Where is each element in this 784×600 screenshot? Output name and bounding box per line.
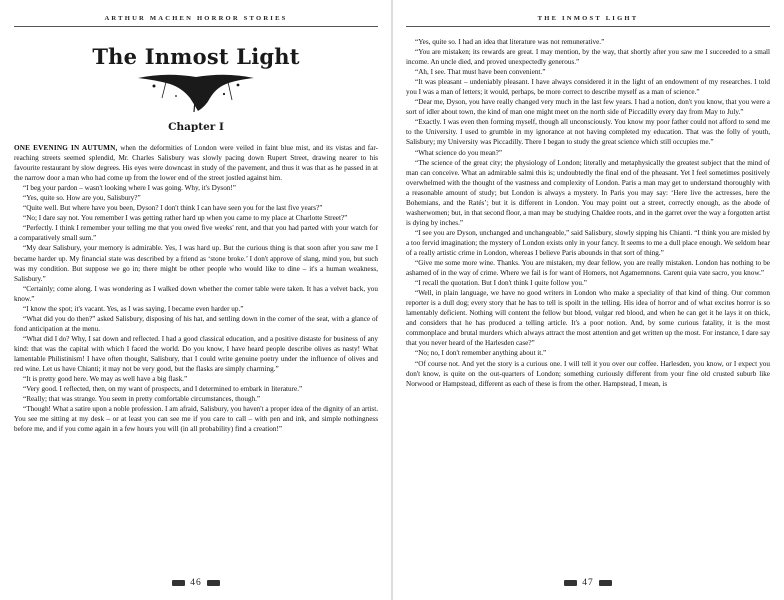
paragraph: “What did you do then?” asked Salisbury, disposing of his hat, and settling down in the corner of the seat, with a glance of fond anticipation at the menu. (14, 314, 378, 333)
running-head: THE INMOST LIGHT (537, 15, 639, 22)
paragraph: “I know the spot; it's vacant. Yes, as I was saying, I became even harder up.” (23, 304, 244, 313)
paragraph: “Certainly; come along. I was wondering as I walked down whether the corner table were taken. It has a velvet back, you know.” (14, 284, 378, 303)
right-body-text (406, 37, 770, 389)
opening-caps: ONE EVENING IN AUTUMN, (14, 144, 118, 152)
paragraph: “Exactly. I was even then forming myself, though all unconsciously. You know my poor father could not afford to send me to the University. I used to grumble in my ignorance at not having completed my education. That was the folly of youth, Salisbury; my University was Piccadilly. There I began to study the great science which still occupies me.” (406, 118, 770, 147)
paragraph: “Yes, quite so. I had an idea that literature was not remunerative.” (415, 38, 605, 46)
header-rule (406, 26, 770, 27)
paragraph: “It is pretty good here. We may as well have a big flask.” (23, 375, 188, 384)
paragraph: “No; I dare say not. You remember I was getting rather hard up when you came to my place at Charlotte Street?” (23, 214, 348, 223)
paragraph: “The science of the great city; the physiology of London; literally and metaphysically the greatest subject that the mind of man can conceive. What an admirable salmi this is; undoubtedly the final end of the pheasant. Yet I feel sometimes positively overwhelmed with the thought of the vastness and complexity of London. Paris a man may get to understand thoroughly with a reasonable amount of study; but London is always a mystery. In Paris you may say: ‘Here live the actresses, here the Bohemians, and the Ratés’; but it is different in London. You may point out a street, correctly enough, as the abode of washerwomen; but, in that second floor, a man may be studying Chaldee roots, and in the garret over the way a forgotten artist is dying by inches.” (406, 158, 770, 227)
paragraph: “Really; that was strange. You seem in pretty comfortable circumstances, though.” (23, 395, 261, 404)
paragraph: “It was pleasant – undeniably pleasant. I have always considered it in the light of an endowment of my researches. I told you I was a man of letters; it would, perhaps, be more correct to describe myself as a man of science.” (406, 78, 770, 97)
paragraph: “Yes, quite so. How are you, Salisbury?” (23, 194, 141, 203)
paragraph: “Perfectly. I think I remember your telling me that you owed five weeks' rent, and that you had parted with your watch for a comparatively small sum.” (14, 224, 378, 243)
paragraph: “You are mistaken; its rewards are great. I may mention, by the way, that shortly after you saw me I succeeded to a small income. An uncle died, and proved unexpectedly generous.” (406, 48, 770, 67)
folio-ornament-icon (207, 580, 220, 586)
page-number: 46 (0, 578, 392, 588)
paragraph: “My dear Salisbury, your memory is admirable. Yes, I was hard up. But the curious thing is that soon after you saw me I became harder up. My financial state was described by a friend as ‘stone broke.’ I don't approve of slang, mind you, but such was my condition. But suppose we go in; there might be other people who would like to dine – it's a human weakness, Salisbury.” (14, 244, 378, 283)
paragraph: “What did I do? Why, I sat down and reflected. I had a good classical education, and a positive distaste for business of any kind: that was the capital with which I faced the world. Do you know, I have heard people describe olives as nasty! What lamentable Philistinism! I have often thought, Salisbury, that I could write genuine poetry under the influence of olives and red wine. Let us have Chianti; it may not be very good, but the flasks are simply charming.” (14, 334, 378, 374)
paragraph: “Very good. I reflected, then, on my want of prospects, and I determined to embark in literature.” (23, 385, 303, 394)
folio-ornament-icon (599, 580, 612, 586)
paragraph: “Well, in plain language, we have no good writers in London who make a speciality of that kind of thing. Our common reporter is a dull dog; every story that he has to tell is spoilt in the telling. His idea of horror and of what excites horror is so lamentably deficient. Nothing will content the fellow but blood, vulgar red blood, and when he can get it he lays it on thick, and considers that he has produced a telling article. It's a poor notion. And, by some curious fatality, it is the most commonplace and brutal murders which always attract the most attention and get written up the most. For instance, I dare say that you never heard of the Harlesden case?” (406, 289, 770, 348)
header-rule (14, 26, 378, 27)
paragraph: “Dear me, Dyson, you have really changed very much in the last few years. I had a notion, don't you know, that you were a sort of idler about town, the kind of man one might meet on the north side of Piccadilly every day from May to July.” (406, 98, 770, 117)
paragraph: “What science do you mean?” (415, 148, 503, 157)
paragraph: “I see you are Dyson, unchanged and unchangeable,” said Salisbury, slowly sipping his Chianti. “I think you are misled by a too fervid imagination; the mystery of London exists only in your fancy. It seems to me a dull place enough. We seldom hear of a really artistic crime in London, whereas I believe Paris abounds in that sort of thing.” (406, 228, 770, 257)
paragraph: “Give me some more wine. Thanks. You are mistaken, my dear fellow, you are really mistaken. London has nothing to be ashamed of in the way of crime. Where we fail is for want of Homers, not Agamemnons. Carent quia vate sacro, you know.” (406, 259, 770, 278)
chapter-heading: Chapter I (168, 121, 224, 133)
paragraph: “Of course not. And yet the story is a curious one. I will tell it you over our coffee. Harlesden, you know, or I expect you don't know, is quite on the out-quarters of London; something curiously different from your fine old crusted suburb like Norwood or Hampstead, different as each of these is from the other. Hampstead, I mean, is (406, 359, 770, 388)
page-number: 47 (392, 578, 784, 588)
paragraph: “No; no, I don't remember anything about it.” (415, 349, 547, 358)
right-page (392, 0, 784, 600)
paragraph: “Though! What a satire upon a noble profession. I am afraid, Salisbury, you haven't a proper idea of the dignity of an artist. You see me sitting at my desk – or at least you can see me if you care to call – with pen and ink, and simple nothingness before me, and if you come again in a few hours you will (in all probability) find a creation!” (14, 405, 378, 434)
left-body-text (14, 143, 378, 434)
running-head: ARTHUR MACHEN HORROR STORIES (104, 15, 288, 22)
story-title: The Inmost Light (92, 44, 300, 69)
paragraph: “Quite well. But where have you been, Dyson? I don't think I can have seen you for the last five years?” (23, 204, 323, 213)
paragraph: “I recall the quotation. But I don't think I quite follow you.” (415, 279, 587, 288)
ink-splash-ornament (136, 68, 256, 112)
paragraph: “Ah, I see. That must have been convenient.” (415, 68, 546, 77)
folio-ornament-icon (172, 580, 185, 586)
paragraph: “I beg your pardon – wasn't looking where I was going. Why, it's Dyson!” (23, 184, 236, 193)
paragraph: ONE EVENING IN AUTUMN, when the deformities of London were veiled in faint blue mist, and its vistas and far-reaching streets seemed splendid, Mr. Charles Salisbury was slowly pacing down Rupert Street, drawing nearer to his favourite restaurant by slow degrees. His eyes were downcast in study of the pavement, and thus it was that as he passed in at the narrow door a man who had come up from the lower end of the street jostled against him. (14, 144, 378, 183)
folio-ornament-icon (564, 580, 577, 586)
